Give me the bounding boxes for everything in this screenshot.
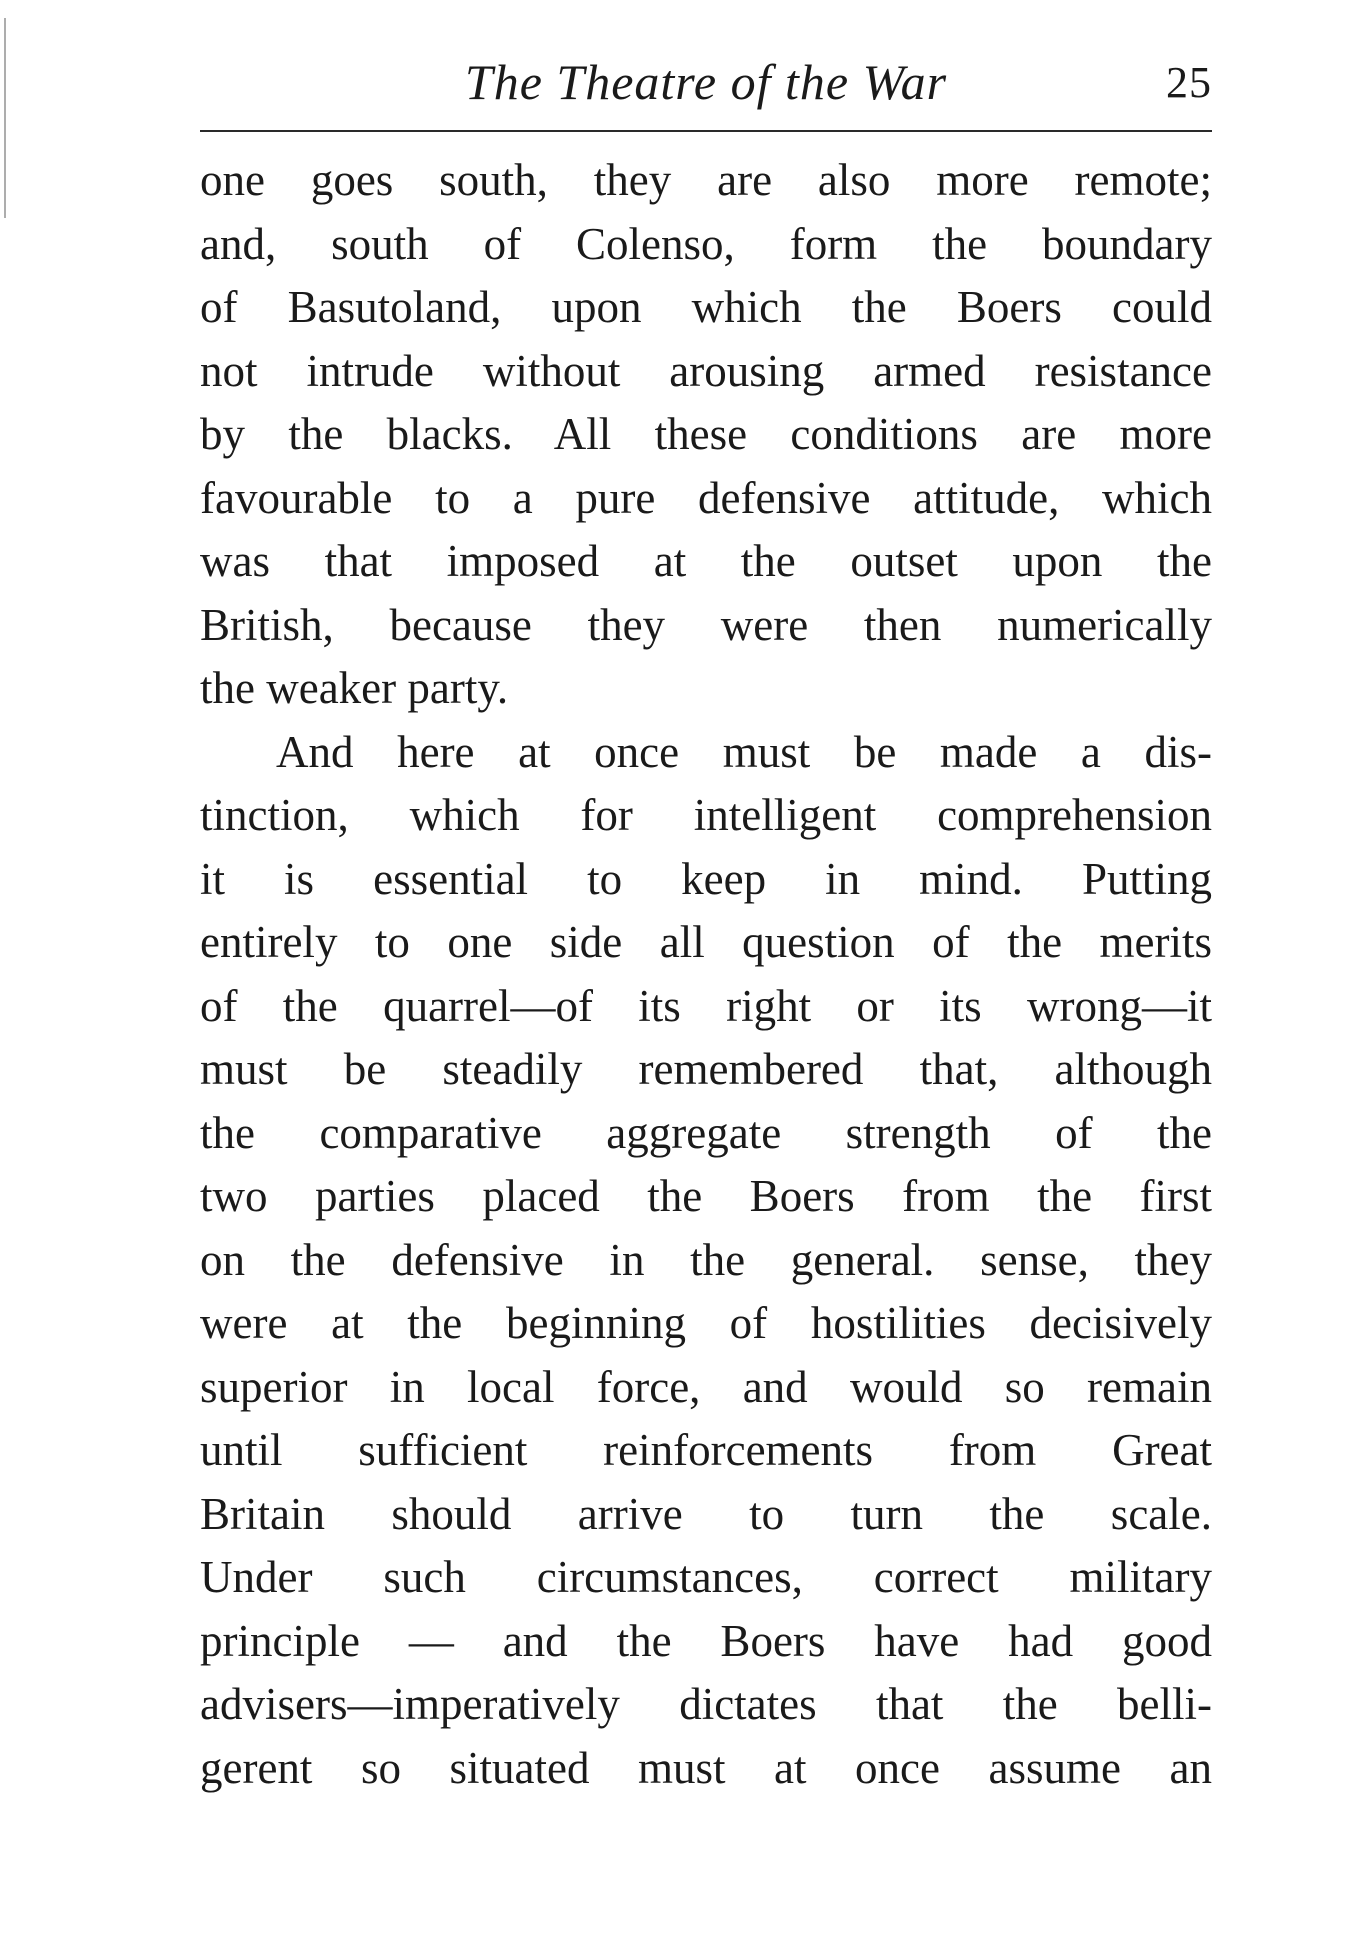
text-line: one goes south, they are also more remote; xyxy=(200,155,1212,205)
text-line: was that imposed at the outset upon the xyxy=(200,536,1212,586)
text-line: and, south of Colenso, form the boundary xyxy=(200,218,1212,269)
text-line: gerent so situated must at once assume an xyxy=(200,1742,1212,1793)
text-line: entirely to one side all question of the merits xyxy=(200,917,1212,967)
text-line: favourable to a pure defensive attitude, which xyxy=(200,472,1212,523)
text-line: the weaker party. xyxy=(200,663,509,713)
text-line: were at the beginning of hostilities decisively xyxy=(200,1298,1212,1348)
text-line: not intrude without arousing armed resistance xyxy=(200,345,1212,396)
text-line: by the blacks. All these conditions are more xyxy=(200,409,1212,459)
text-line: on the defensive in the general. sense, they xyxy=(200,1234,1212,1285)
running-head xyxy=(200,50,1212,114)
text-line: superior in local force, and would so remain xyxy=(200,1361,1212,1412)
running-title: The Theatre of the War xyxy=(464,54,948,110)
text-line: must be steadily remembered that, although xyxy=(200,1044,1212,1094)
text-line: And here at once must be made a dis- xyxy=(276,726,1212,777)
scan-edge-mark xyxy=(4,18,6,218)
text-line: it is essential to keep in mind. Putting xyxy=(200,853,1212,904)
text-line: Britain should arrive to turn the scale. xyxy=(200,1488,1212,1539)
text-line: two parties placed the Boers from the first xyxy=(200,1171,1212,1221)
text-line: of Basutoland, upon which the Boers could xyxy=(200,282,1212,332)
page-number: 25 xyxy=(1166,58,1212,107)
paragraph-2 xyxy=(200,721,1212,1801)
header-rule xyxy=(200,130,1212,132)
text-line: of the quarrel—of its right or its wrong—it xyxy=(200,980,1212,1031)
body-text xyxy=(200,149,1212,1800)
text-line: British, because they were then numerically xyxy=(200,599,1212,650)
paragraph-1 xyxy=(200,149,1212,721)
text-line: tinction, which for intelligent comprehension xyxy=(200,790,1212,840)
text-line: advisers—imperatively dictates that the belli- xyxy=(200,1679,1212,1729)
text-line: until sufficient reinforcements from Great xyxy=(200,1425,1212,1475)
text-line: the comparative aggregate strength of the xyxy=(200,1107,1212,1158)
text-line: principle — and the Boers have had good xyxy=(200,1615,1212,1666)
text-line: Under such circumstances, correct military xyxy=(200,1552,1212,1602)
